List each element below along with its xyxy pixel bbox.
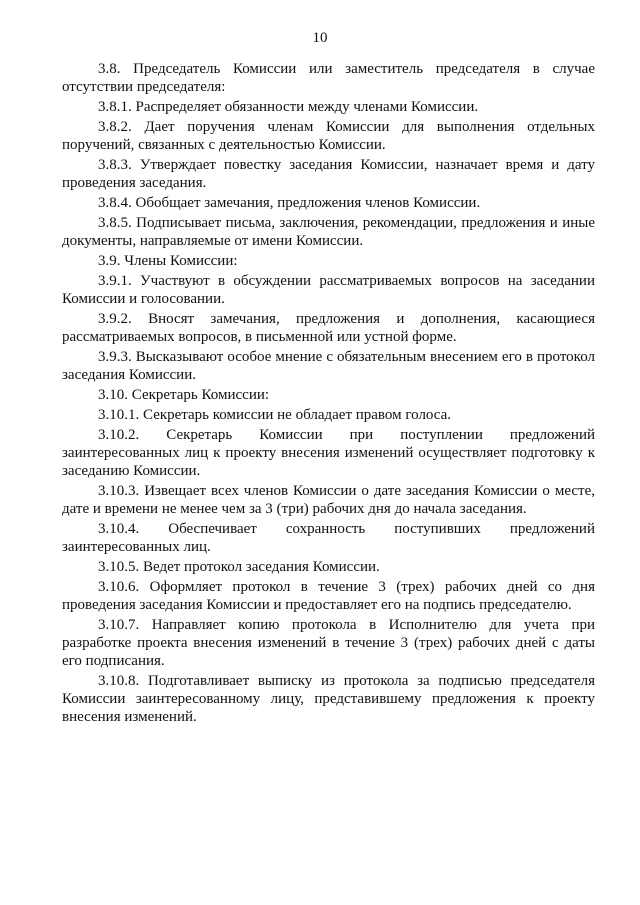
paragraph-3-8-3: 3.8.3. Утверждает повестку заседания Комиссии, назначает время и дату проведения заседания. (62, 157, 595, 191)
paragraph-3-10-1: 3.10.1. Секретарь комиссии не обладает правом голоса. (98, 407, 452, 423)
paragraph-3-8-2: 3.8.2. Дает поручения членам Комиссии для выполнения отдельных поручений, связанных с деятельностью Комиссии. (62, 119, 595, 153)
paragraph-3-9-1: 3.9.1. Участвуют в обсуждении рассматриваемых вопросов на заседании Комиссии и голосовании. (62, 273, 595, 307)
paragraph-3-8-1: 3.8.1. Распределяет обязанности между членами Комиссии. (98, 99, 479, 115)
paragraph-3-10: 3.10. Секретарь Комиссии: (98, 387, 270, 403)
paragraph-3-9-3: 3.9.3. Высказывают особое мнение с обязательным внесением его в протокол заседания Комиссии. (62, 349, 595, 383)
paragraph-3-10-4: 3.10.4. Обеспечивает сохранность поступивших предложений заинтересованных лиц. (62, 521, 595, 555)
paragraph-3-10-2: 3.10.2. Секретарь Комиссии при поступлении предложений заинтересованных лиц к проекту внесения изменений осуществляет подготовку к заседанию Комиссии. (62, 427, 595, 479)
paragraph-3-8: 3.8. Председатель Комиссии или заместитель председателя в случае отсутствии председателя: (62, 61, 595, 95)
paragraph-3-10-3: 3.10.3. Извещает всех членов Комиссии о дате заседания Комиссии о месте, дате и времени не менее чем за 3 (три) рабочих дня до начала заседания. (62, 483, 595, 517)
paragraph-3-9: 3.9. Члены Комиссии: (98, 253, 238, 269)
paragraph-3-10-7: 3.10.7. Направляет копию протокола в Исполнителю для учета при разработке проекта внесения изменений в течение 3 (трех) рабочих дней с даты его подписания. (62, 617, 595, 669)
paragraph-3-8-5: 3.8.5. Подписывает письма, заключения, рекомендации, предложения и иные документы, направляемые от имени Комиссии. (62, 215, 595, 249)
page-number: 10 (312, 30, 328, 46)
paragraph-3-10-6: 3.10.6. Оформляет протокол в течение 3 (трех) рабочих дней со дня проведения заседания Комиссии и предоставляет его на подпись председателю. (62, 579, 595, 613)
paragraph-3-9-2: 3.9.2. Вносят замечания, предложения и дополнения, касающиеся рассматриваемых вопросов, в письменной или устной форме. (62, 311, 595, 345)
paragraph-3-8-4: 3.8.4. Обобщает замечания, предложения членов Комиссии. (98, 195, 481, 211)
paragraph-3-10-5: 3.10.5. Ведет протокол заседания Комиссии. (98, 559, 380, 575)
paragraph-3-10-8: 3.10.8. Подготавливает выписку из протокола за подписью председателя Комиссии заинтересованному лицу, представившему предложения к проекту внесения изменений. (62, 673, 595, 725)
document-body (62, 60, 595, 728)
